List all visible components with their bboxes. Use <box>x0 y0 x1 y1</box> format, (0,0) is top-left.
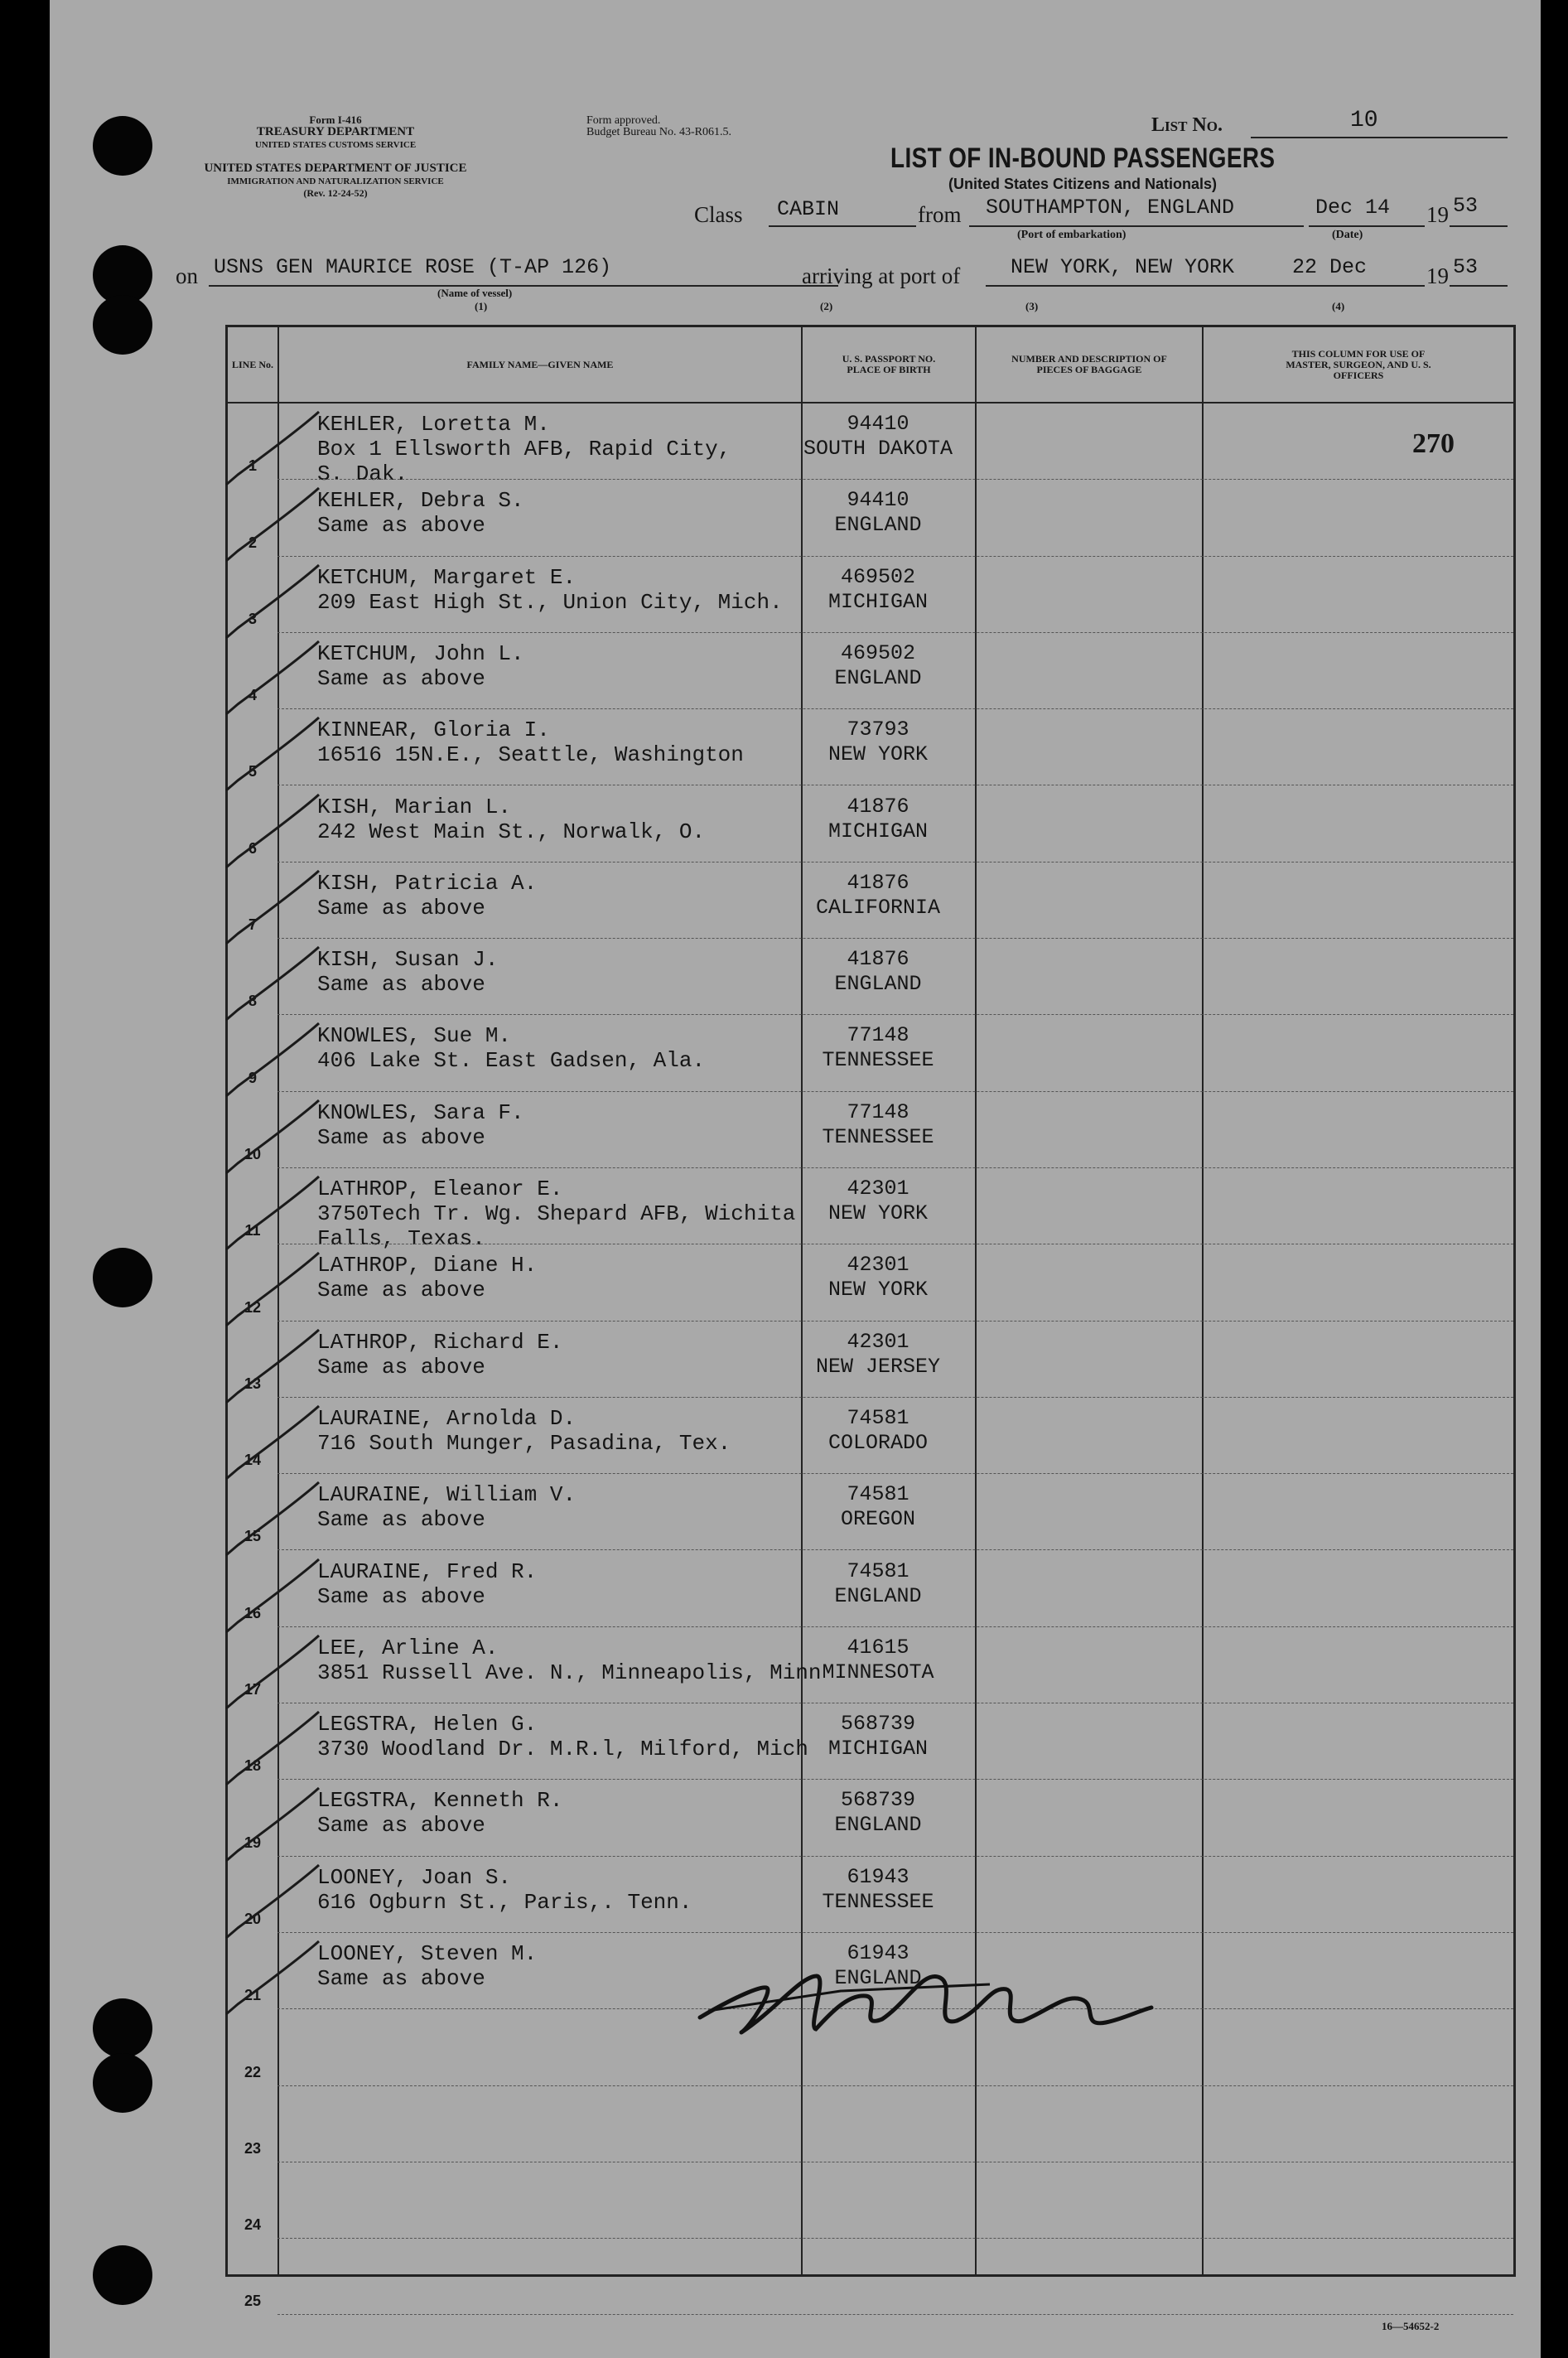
passport-number: 74581 <box>847 1558 909 1583</box>
place-of-birth: ENGLAND <box>834 1966 922 1990</box>
budget-bureau: Budget Bureau No. 43-R061.5. <box>586 126 731 138</box>
document-page <box>50 0 1541 2358</box>
table-row <box>228 1092 1513 1168</box>
caption-1: (1) <box>475 300 488 312</box>
place-of-birth: TENNESSEE <box>822 1889 934 1914</box>
passport-cell <box>774 641 982 691</box>
passport-cell <box>774 1100 982 1150</box>
passport-number: 41876 <box>847 870 909 895</box>
line-number: 2 <box>248 534 257 551</box>
passport-cell <box>774 1253 982 1302</box>
line-number: 15 <box>244 1528 262 1545</box>
passport-cell <box>774 718 982 767</box>
passport-number: 568739 <box>840 1788 915 1813</box>
passport-number: 568739 <box>840 1712 915 1737</box>
passenger-cell <box>317 1023 705 1073</box>
passenger-name: LEE, Arline A. <box>317 1635 499 1660</box>
place-of-birth: ENGLAND <box>834 665 922 690</box>
table-row <box>228 1703 1513 1780</box>
passenger-name: KISH, Susan J. <box>317 947 499 973</box>
passport-number: 61943 <box>847 1941 909 1965</box>
passenger-address-line2: Falls, Texas. <box>317 1226 485 1251</box>
passport-number: 41876 <box>847 794 909 819</box>
passenger-address: Same as above <box>317 1124 485 1150</box>
date-caption: (Date) <box>1332 229 1363 241</box>
arrival-date: 22 Dec <box>1292 255 1368 279</box>
line-number: 21 <box>244 1987 262 2004</box>
passenger-name: KEHLER, Debra S. <box>317 488 524 514</box>
passenger-address: Same as above <box>317 1507 485 1533</box>
passenger-name: KEHLER, Loretta M. <box>317 412 550 437</box>
line-number: 20 <box>244 1910 262 1927</box>
place-of-birth: MICHIGAN <box>827 589 929 614</box>
passenger-table <box>225 325 1516 2310</box>
passenger-name: LAURAINE, Fred R. <box>317 1558 538 1584</box>
passenger-cell <box>317 1406 731 1456</box>
passport-cell <box>774 1482 982 1532</box>
passport-cell <box>774 1177 982 1226</box>
list-no-value: 10 <box>1350 108 1378 133</box>
place-of-birth: ENGLAND <box>834 513 922 538</box>
passenger-address: Same as above <box>317 1583 485 1609</box>
passenger-address: 406 Lake St. East Gadsen, Ala. <box>317 1048 706 1074</box>
passenger-address: 242 West Main St., Norwalk, O. <box>317 819 706 844</box>
line-number: 24 <box>244 2216 262 2234</box>
line-number: 25 <box>244 2293 262 2310</box>
line-number: 8 <box>248 993 257 1010</box>
passenger-name: KINNEAR, Gloria I. <box>317 718 550 743</box>
vessel-name: USNS GEN MAURICE ROSE (T-AP 126) <box>214 255 612 279</box>
line-number: 4 <box>248 687 257 704</box>
passport-cell <box>774 1788 982 1838</box>
passenger-address: 3730 Woodland Dr. M.R.l, Milford, Mich <box>317 1737 808 1762</box>
treasury-dept: TREASURY DEPARTMENT <box>256 125 415 138</box>
passenger-address: 616 Ogburn St., Paris,. Tenn. <box>317 1889 692 1915</box>
line-number: 17 <box>244 1681 262 1698</box>
table-row <box>228 2086 1513 2162</box>
passenger-address: 716 South Munger, Pasadina, Tex. <box>317 1430 731 1456</box>
passport-number: 94410 <box>847 488 909 513</box>
arriving-label: arriving at port of <box>802 263 961 288</box>
line-number: 14 <box>244 1452 262 1469</box>
place-of-birth: MINNESOTA <box>822 1660 934 1684</box>
caption-4: (4) <box>1332 300 1345 312</box>
line-number: 22 <box>244 2063 262 2080</box>
embarkation-date: Dec 14 <box>1315 196 1391 220</box>
year-prefix: 19 <box>1426 202 1449 227</box>
place-of-birth: TENNESSEE <box>822 1124 934 1149</box>
arrival-year: 53 <box>1453 255 1479 279</box>
passport-number: 42301 <box>847 1329 909 1354</box>
class-value: CABIN <box>777 197 840 221</box>
punch-hole <box>93 1248 152 1307</box>
passport-cell <box>774 1023 982 1073</box>
table-row <box>228 1627 1513 1703</box>
table-row <box>228 1398 1513 1474</box>
punch-hole <box>93 2245 152 2305</box>
line-number: 3 <box>248 610 257 627</box>
place-of-birth: NEW YORK <box>827 742 929 767</box>
table-row <box>228 480 1513 556</box>
passenger-cell <box>317 718 744 767</box>
table-row <box>228 633 1513 709</box>
passenger-address: Same as above <box>317 1813 485 1839</box>
passport-cell <box>774 488 982 538</box>
passenger-address: 3851 Russell Ave. N., Minneapolis, Minn <box>317 1660 822 1685</box>
place-of-birth: TENNESSEE <box>822 1048 934 1073</box>
passport-cell <box>774 1636 982 1685</box>
passenger-name: KNOWLES, Sue M. <box>317 1023 512 1049</box>
passenger-name: LOONEY, Steven M. <box>317 1941 538 1966</box>
passport-cell <box>774 947 982 997</box>
col-passport-header: U. S. PASSPORT NO. PLACE OF BIRTH <box>842 353 936 375</box>
passport-number: 41876 <box>847 947 909 972</box>
customs-service: UNITED STATES CUSTOMS SERVICE <box>254 140 417 150</box>
passenger-name: LAURAINE, William V. <box>317 1482 577 1508</box>
port-of-embarkation: SOUTHAMPTON, ENGLAND <box>986 196 1235 220</box>
place-of-birth: MICHIGAN <box>827 1737 929 1761</box>
place-of-birth: OREGON <box>840 1507 915 1532</box>
punch-hole <box>93 116 152 176</box>
table-row <box>228 1244 1513 1321</box>
passenger-address: Same as above <box>317 665 485 691</box>
passenger-name: LEGSTRA, Kenneth R. <box>317 1788 563 1814</box>
passenger-cell <box>317 412 731 486</box>
officer-note: 270 <box>1412 428 1455 459</box>
table-row <box>228 557 1513 633</box>
passport-number: 77148 <box>847 1023 909 1048</box>
list-no-label: List No. <box>1151 114 1223 136</box>
table-row <box>228 1322 1513 1398</box>
table-row <box>228 709 1513 785</box>
col-officers-header: THIS COLUMN FOR USE OF MASTER, SURGEON, AND U. S. OFFICERS <box>1286 347 1431 381</box>
passenger-address: Same as above <box>317 1966 485 1991</box>
passenger-name: LAURAINE, Arnolda D. <box>317 1405 577 1431</box>
passport-number: 74581 <box>847 1482 909 1507</box>
passenger-address: Same as above <box>317 972 485 998</box>
place-of-birth: NEW YORK <box>827 1201 929 1225</box>
passenger-name: LEGSTRA, Helen G. <box>317 1712 538 1737</box>
revision: (Rev. 12-24-52) <box>303 187 368 199</box>
class-label: Class <box>694 202 743 227</box>
page-subtitle: (United States Citizens and Nationals) <box>948 176 1218 192</box>
table-row <box>228 1015 1513 1091</box>
passenger-name: KETCHUM, John L. <box>317 640 524 666</box>
passport-cell <box>774 1712 982 1761</box>
passport-number: 469502 <box>840 640 915 665</box>
col-name-header: FAMILY NAME—GIVEN NAME <box>466 358 614 370</box>
year-prefix-arrival: 19 <box>1426 263 1449 288</box>
table-row <box>228 939 1513 1015</box>
place-of-birth: SOUTH DAKOTA <box>803 437 953 461</box>
passenger-name: KISH, Marian L. <box>317 794 512 819</box>
justice-dept: UNITED STATES DEPARTMENT OF JUSTICE <box>204 162 467 175</box>
passport-number: 41615 <box>847 1635 909 1660</box>
passenger-address-line2: S. Dak. <box>317 461 408 486</box>
passport-cell <box>774 1406 982 1456</box>
passport-number: 73793 <box>847 718 909 742</box>
ins-service: IMMIGRATION AND NATURALIZATION SERVICE <box>227 176 444 186</box>
passenger-address: Same as above <box>317 1278 485 1303</box>
col-baggage-header: NUMBER AND DESCRIPTION OF PIECES OF BAGGAGE <box>1011 353 1167 375</box>
passport-number: 77148 <box>847 1099 909 1124</box>
passenger-address: Same as above <box>317 1354 485 1380</box>
line-number: 11 <box>244 1222 261 1239</box>
place-of-birth: ENGLAND <box>834 1813 922 1838</box>
punch-hole <box>93 295 152 355</box>
on-label: on <box>176 263 198 288</box>
caption-2: (2) <box>820 300 833 312</box>
passenger-cell <box>317 795 705 844</box>
passenger-cell <box>317 1636 822 1685</box>
line-number: 5 <box>248 763 257 780</box>
line-number: 1 <box>248 457 257 475</box>
passport-number: 42301 <box>847 1177 909 1201</box>
passport-cell <box>774 795 982 844</box>
from-label: from <box>918 202 962 227</box>
passenger-name: KNOWLES, Sara F. <box>317 1099 524 1125</box>
place-of-birth: COLORADO <box>827 1430 929 1455</box>
signature <box>692 1953 1155 2044</box>
table-row <box>228 1474 1513 1550</box>
passport-cell <box>774 871 982 920</box>
passport-number: 42301 <box>847 1253 909 1278</box>
caption-3: (3) <box>1025 300 1039 312</box>
table-row <box>228 403 1513 486</box>
line-number: 13 <box>244 1375 262 1392</box>
line-number: 9 <box>248 1069 257 1086</box>
col-line-header: LINE No. <box>231 358 273 370</box>
punch-hole <box>93 2053 152 2113</box>
port-caption: (Port of embarkation) <box>1017 229 1127 241</box>
passenger-name: KETCHUM, Margaret E. <box>317 564 577 590</box>
place-of-birth: NEW YORK <box>827 1278 929 1302</box>
line-number: 7 <box>248 916 257 934</box>
line-number: 18 <box>244 1757 262 1775</box>
passenger-name: LOONEY, Joan S. <box>317 1864 512 1890</box>
passenger-name: LATHROP, Eleanor E. <box>317 1177 563 1201</box>
line-number: 23 <box>244 2139 262 2157</box>
passenger-name: KISH, Patricia A. <box>317 870 538 896</box>
embarkation-year: 53 <box>1453 194 1479 218</box>
passport-number: 74581 <box>847 1405 909 1430</box>
passport-cell <box>774 1865 982 1915</box>
form-number: Form I-416 <box>309 114 362 126</box>
table-row <box>228 2162 1513 2239</box>
passenger-cell <box>317 565 783 615</box>
passport-number: 469502 <box>840 564 915 589</box>
passenger-name: LATHROP, Richard E. <box>317 1329 563 1355</box>
place-of-birth: ENGLAND <box>834 1583 922 1608</box>
place-of-birth: NEW JERSEY <box>815 1354 941 1379</box>
passport-cell <box>774 1559 982 1609</box>
table-row <box>228 1857 1513 1933</box>
table-row <box>228 2239 1513 2315</box>
passenger-address: 16516 15N.E., Seattle, Washington <box>317 742 744 768</box>
place-of-birth: MICHIGAN <box>827 819 929 843</box>
line-number: 16 <box>244 1604 262 1621</box>
passenger-address: 209 East High St., Union City, Mich. <box>317 589 783 615</box>
table-row <box>228 786 1513 863</box>
passenger-address: Box 1 Ellsworth AFB, Rapid City, <box>317 437 731 461</box>
vessel-caption: (Name of vessel) <box>437 287 513 299</box>
passport-cell <box>774 565 982 615</box>
line-number: 6 <box>248 839 257 857</box>
port-of-arrival: NEW YORK, NEW YORK <box>1011 255 1235 279</box>
passenger-cell <box>317 1865 692 1915</box>
passenger-cell <box>317 1177 795 1251</box>
passenger-address: Same as above <box>317 513 485 539</box>
place-of-birth: ENGLAND <box>834 972 922 997</box>
passenger-address: 3750Tech Tr. Wg. Shepard AFB, Wichita <box>317 1201 796 1226</box>
place-of-birth: CALIFORNIA <box>815 895 941 920</box>
table-row <box>228 1168 1513 1251</box>
passport-cell <box>774 412 982 461</box>
form-approved: Form approved. <box>586 114 661 127</box>
page-title: LIST OF IN-BOUND PASSENGERS <box>890 143 1276 174</box>
footer-code: 16—54652-2 <box>1382 2320 1440 2332</box>
table-row <box>228 863 1513 939</box>
line-number: 10 <box>244 1145 262 1162</box>
passenger-cell <box>317 1712 808 1761</box>
passenger-address: Same as above <box>317 895 485 920</box>
passport-number: 61943 <box>847 1864 909 1889</box>
punch-hole <box>93 1998 152 2058</box>
passport-cell <box>774 1330 982 1380</box>
passenger-name: LATHROP, Diane H. <box>317 1253 538 1278</box>
passport-number: 94410 <box>847 412 909 436</box>
line-number: 12 <box>244 1298 262 1316</box>
table-row <box>228 1551 1513 1627</box>
table-row <box>228 1780 1513 1856</box>
line-number: 19 <box>244 1834 262 1851</box>
